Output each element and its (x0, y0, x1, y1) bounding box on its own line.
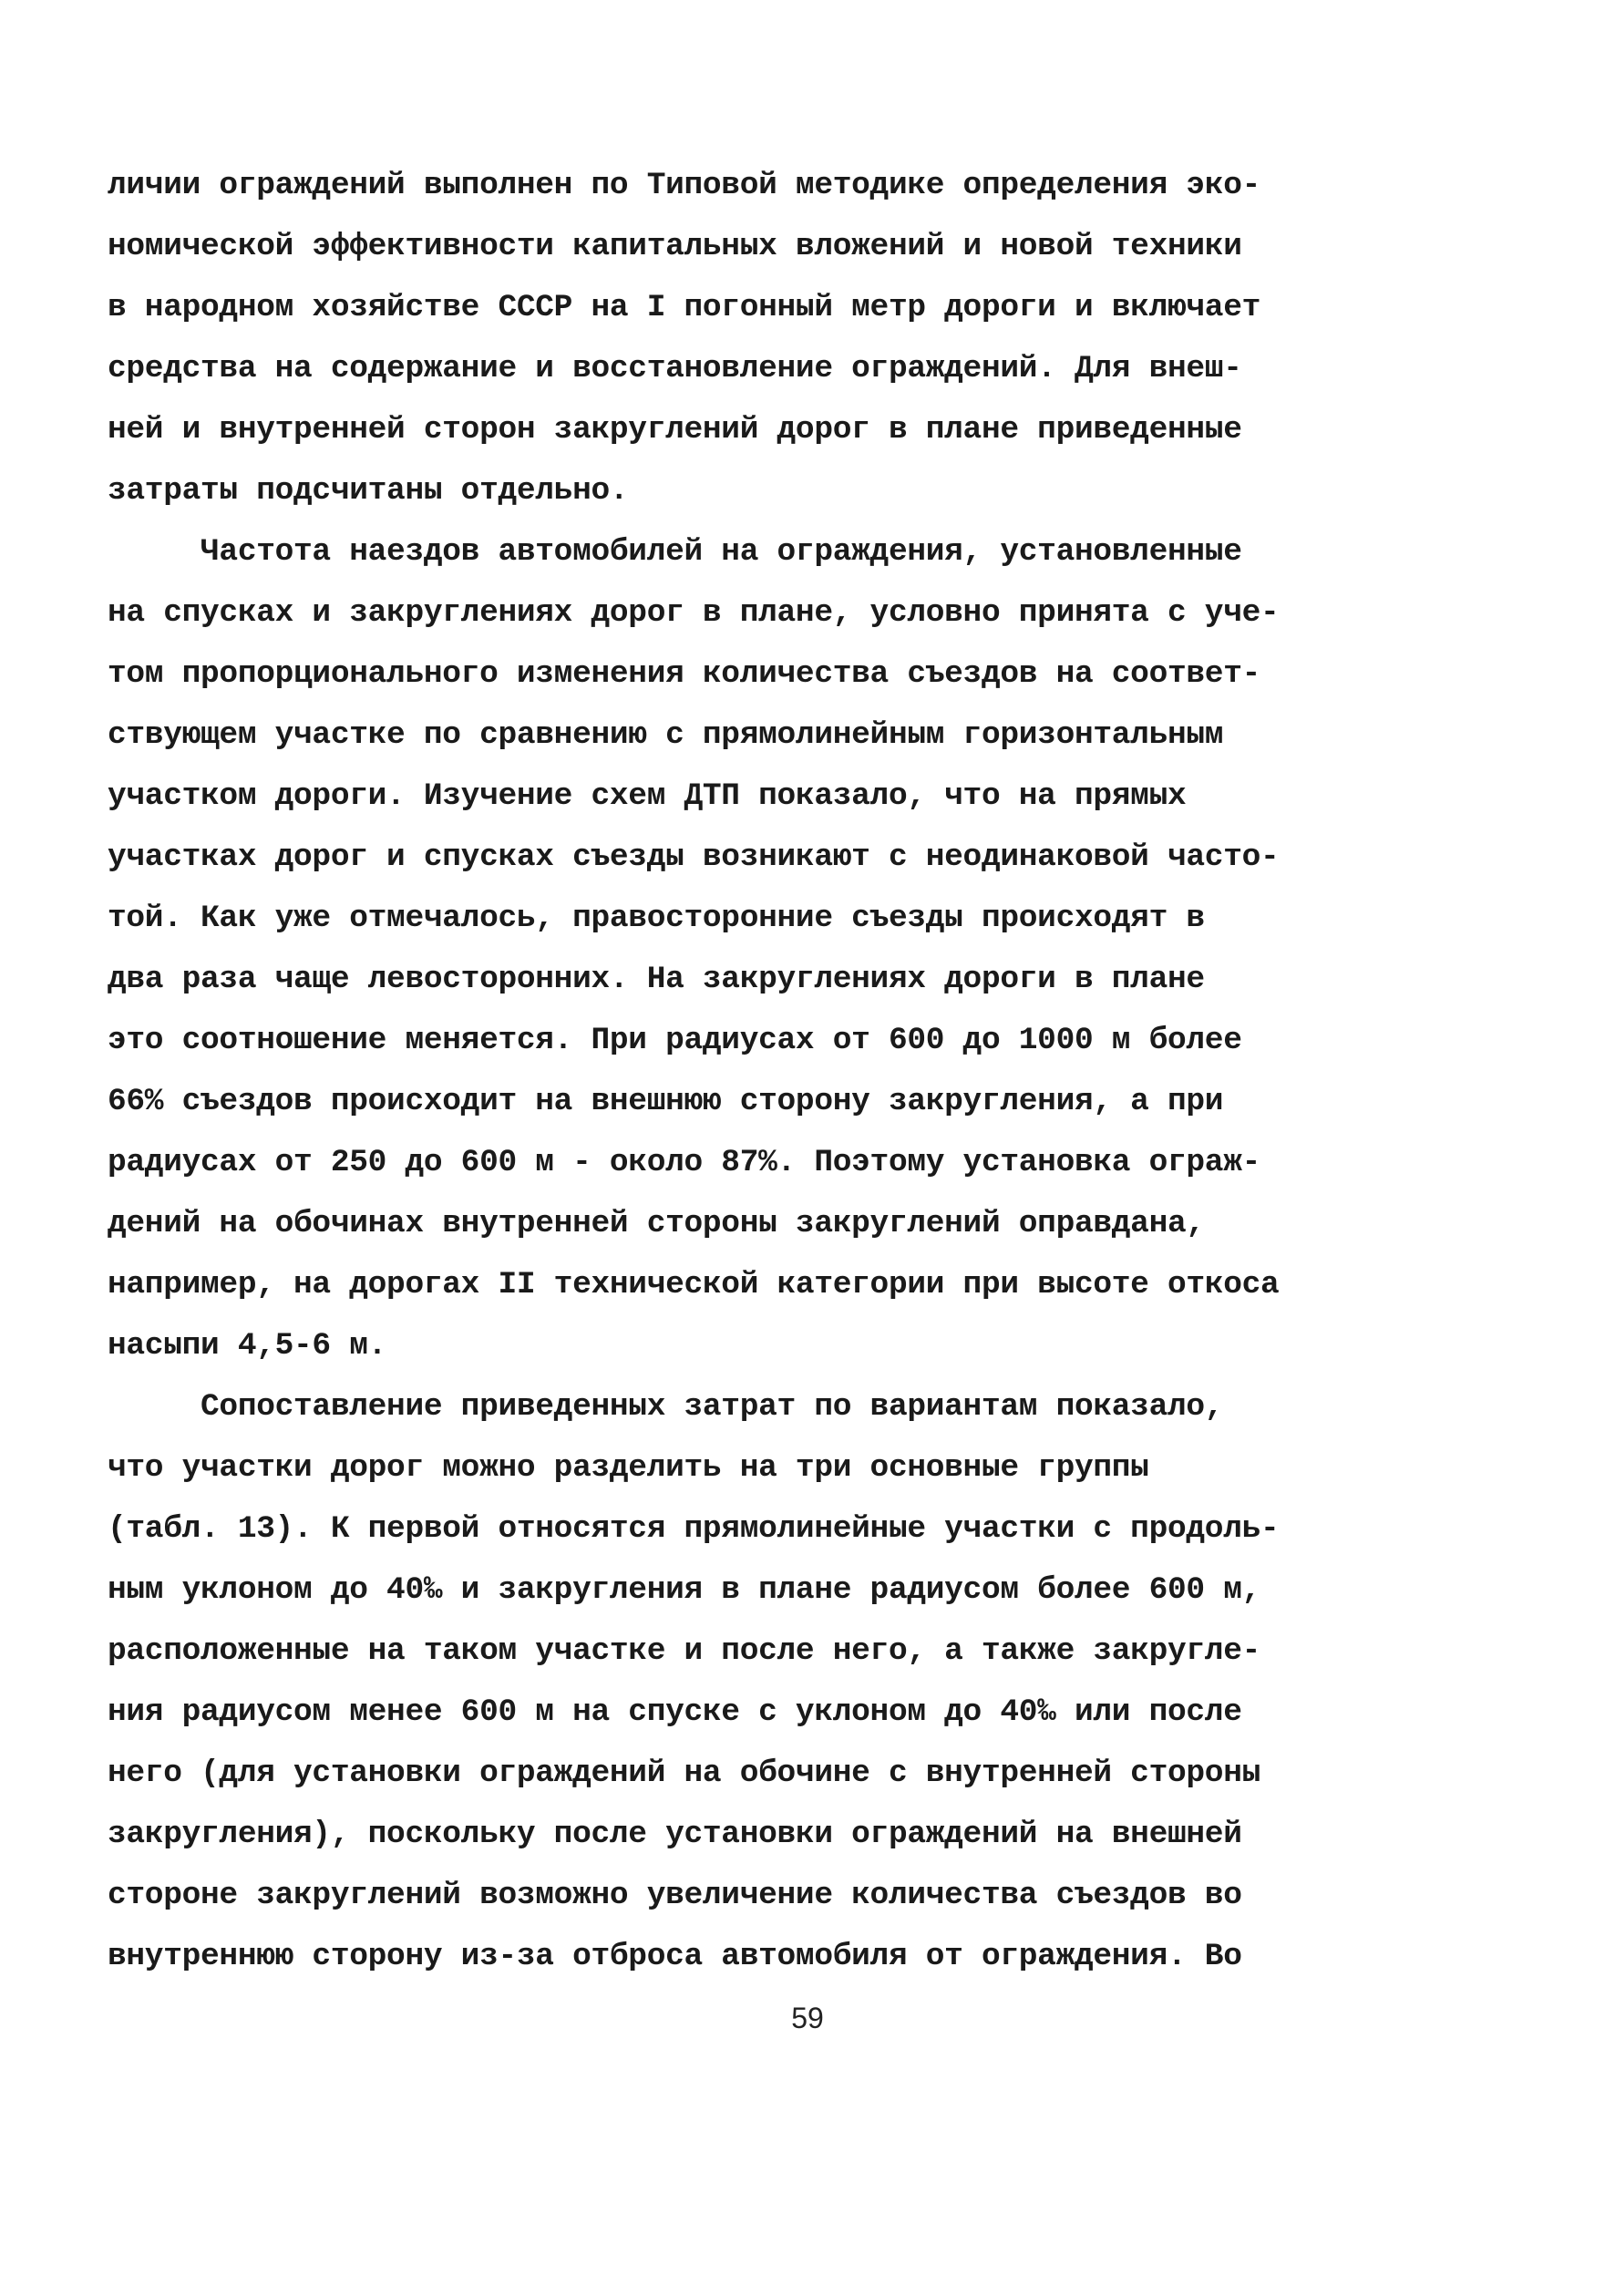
text-line: Частота наездов автомобилей на ограждения, установленные (108, 534, 1242, 570)
text-line: радиусах от 250 до 600 м - около 87%. Поэтому установка ограж- (108, 1145, 1261, 1180)
text-line: Сопоставление приведенных затрат по вариантам показало, (108, 1389, 1224, 1425)
text-line: него (для установки ограждений на обочине с внутренней стороны (108, 1755, 1261, 1791)
text-line: на спусках и закруглениях дорог в плане, условно принята с уче- (108, 595, 1280, 631)
text-line: ней и внутренней сторон закруглений дорог в плане приведенные (108, 412, 1242, 448)
text-line: той. Как уже отмечалось, правосторонние съезды происходят в (108, 901, 1205, 936)
text-line: в народном хозяйстве СССР на I погонный метр дороги и включает (108, 290, 1261, 325)
text-line: затраты подсчитаны отдельно. (108, 473, 629, 509)
text-line: том пропорционального изменения количества съездов на соответ- (108, 656, 1261, 692)
text-line: расположенные на таком участке и после него, а также закругле- (108, 1633, 1261, 1669)
text-line: номической эффективности капитальных вложений и новой техники (108, 229, 1242, 264)
text-line: личии ограждений выполнен по Типовой методике определения эко- (108, 168, 1261, 203)
text-line: участком дороги. Изучение схем ДТП показало, что на прямых (108, 778, 1187, 814)
text-line: 66% съездов происходит на внешнюю сторону закругления, а при (108, 1084, 1224, 1119)
text-line: (табл. 13). К первой относятся прямолинейные участки с продоль- (108, 1511, 1280, 1547)
page-number: 59 (791, 2002, 824, 2034)
text-line: ствующем участке по сравнению с прямолинейным горизонтальным (108, 717, 1224, 753)
text-line: внутреннюю сторону из-за отброса автомобиля от ограждения. Во (108, 1939, 1242, 1974)
text-line: участках дорог и спусках съезды возникают с неодинаковой часто- (108, 839, 1280, 875)
text-line: это соотношение меняется. При радиусах от 600 до 1000 м более (108, 1023, 1242, 1058)
text-line: закругления), поскольку после установки ограждений на внешней (108, 1817, 1242, 1852)
text-line: два раза чаще левосторонних. На закруглениях дороги в плане (108, 962, 1205, 997)
text-line: стороне закруглений возможно увеличение количества съездов во (108, 1878, 1242, 1913)
text-line: насыпи 4,5-6 м. (108, 1328, 387, 1364)
body-text (108, 155, 1292, 1987)
text-line: ния радиусом менее 600 м на спуске с уклоном до 40‰ или после (108, 1694, 1242, 1730)
text-line: например, на дорогах II технической категории при высоте откоса (108, 1267, 1280, 1302)
text-line: дений на обочинах внутренней стороны закруглений оправдана, (108, 1206, 1205, 1241)
text-line: средства на содержание и восстановление ограждений. Для внеш- (108, 351, 1242, 386)
text-line: что участки дорог можно разделить на три основные группы (108, 1450, 1149, 1486)
text-line: ным уклоном до 40‰ и закругления в плане радиусом более 600 м, (108, 1572, 1261, 1608)
